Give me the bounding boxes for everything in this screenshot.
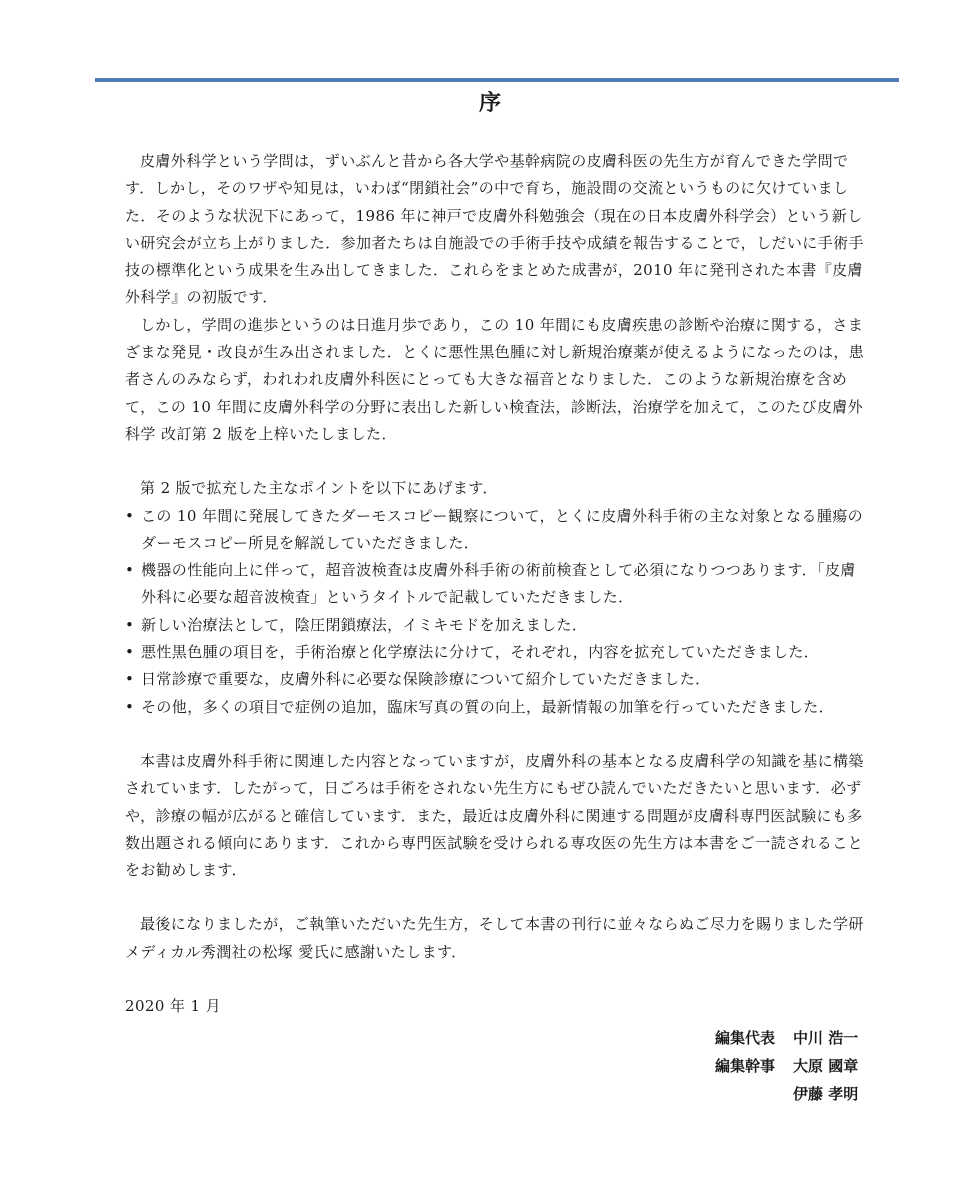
list-item-text: その他，多くの項目で症例の追加，臨床写真の質の向上，最新情報の加筆を行っていただきました． — [141, 697, 835, 716]
signature-role — [711, 1080, 775, 1108]
list-item — [125, 503, 870, 558]
bullet-icon: • — [125, 643, 135, 662]
paragraph-history: 皮膚外科学という学問は，ずいぶんと昔から各大学や基幹病院の皮膚科医の先生方が育んできた学問です．しかし，そのワザや知見は，いわば“閉鎖社会”の中で育ち，施設間の交流というものに欠けていました．そのような状況下にあって，1986 年に神戸で皮膚外科勉強会（現在の日本皮膚外科学会）という新しい研究会が立ち上がりました．参加者たちは自施設での手術手技や成績を報告することで，しだいに手術手技の標準化という成果を生み出してきました．これらをまとめた成書が，2010 年に発刊された本書『皮膚外科学』の初版です． — [125, 152, 864, 307]
points-intro: 第 2 版で拡充した主なポイントを以下にあげます． — [140, 479, 498, 498]
bullet-icon: • — [125, 506, 135, 525]
top-rule — [95, 78, 899, 82]
list-item-text: 悪性黒色腫の項目を，手術治療と化学療法に分けて，それぞれ，内容を拡充していただきました． — [141, 643, 820, 662]
points-list — [125, 503, 870, 721]
signature-name: 大原 國章 — [793, 1057, 859, 1075]
date-line: 2020 年 1 月 — [125, 997, 222, 1016]
page-title: 序 — [478, 91, 501, 116]
list-item-text: 日常診療で重要な，皮膚外科に必要な保険診療について紹介していただきました． — [141, 670, 711, 689]
signature-row — [711, 1052, 865, 1080]
list-item — [125, 639, 870, 666]
spacer — [125, 884, 870, 911]
list-item-text: この 10 年間に発展してきたダーモスコピー観察について，とくに皮膚外科手術の主な対象となる腫瘍のダーモスコピー所見を解説していただきました． — [141, 506, 864, 552]
list-item — [125, 557, 870, 612]
paragraph-progress: しかし，学問の進歩というのは日進月歩であり，この 10 年間にも皮膚疾患の診断や治療に関する，さまざまな発見・改良が生み出されました．とくに悪性黒色腫に対し新規治療薬が使えるようになったのは，患者さんのみならず，われわれ皮膚外科医にとっても大きな福音となりました．このような新規治療を含めて，この 10 年間に皮膚外科学の分野に表出した新しい検査法，診断法，治療学を加えて，このたび皮膚外科学 改訂第 2 版を上梓いたしました． — [125, 315, 865, 443]
bullet-icon: • — [125, 697, 135, 716]
bullet-icon: • — [125, 615, 135, 634]
spacer — [125, 966, 870, 993]
signature-block — [711, 1024, 865, 1108]
preface-body — [125, 148, 870, 1020]
signature-row — [711, 1080, 865, 1108]
bullet-icon: • — [125, 561, 135, 580]
list-item-text: 新しい治療法として，陰圧閉鎖療法，イミキモドを加えました． — [141, 615, 588, 634]
signature-name: 中川 浩一 — [793, 1029, 859, 1047]
signature-name: 伊藤 孝明 — [793, 1085, 859, 1103]
bullet-icon: • — [125, 670, 135, 689]
list-item — [125, 612, 870, 639]
paragraph-acknowledgement: 最後になりましたが，ご執筆いただいた先生方，そして本書の刊行に並々ならぬご尽力を賜りました学研メディカル秀潤社の松塚 愛氏に感謝いたします． — [125, 915, 864, 961]
spacer — [125, 721, 870, 748]
list-item — [125, 666, 870, 693]
spacer — [125, 448, 870, 475]
paragraph-recommendation: 本書は皮膚外科手術に関連した内容となっていますが，皮膚外科の基本となる皮膚科学の知識を基に構築されています．したがって，日ごろは手術をされない先生方にもぜひ読んでいただきたいと思います．必ずや，診療の幅が広がると確信しています．また，最近は皮膚外科に関連する問題が皮膚科専門医試験にも多数出題される傾向にあります．これから専門医試験を受けられる専攻医の先生方は本書をご一読されることをお勧めします． — [125, 751, 864, 880]
signature-role: 編集幹事 — [714, 1057, 775, 1075]
signature-role: 編集代表 — [714, 1029, 775, 1047]
list-item-text: 機器の性能向上に伴って，超音波検査は皮膚外科手術の術前検査として必須になりつつあります．「皮膚外科に必要な超音波検査」というタイトルで記載していただきました． — [141, 561, 856, 607]
signature-row — [711, 1024, 865, 1052]
list-item — [125, 694, 870, 721]
